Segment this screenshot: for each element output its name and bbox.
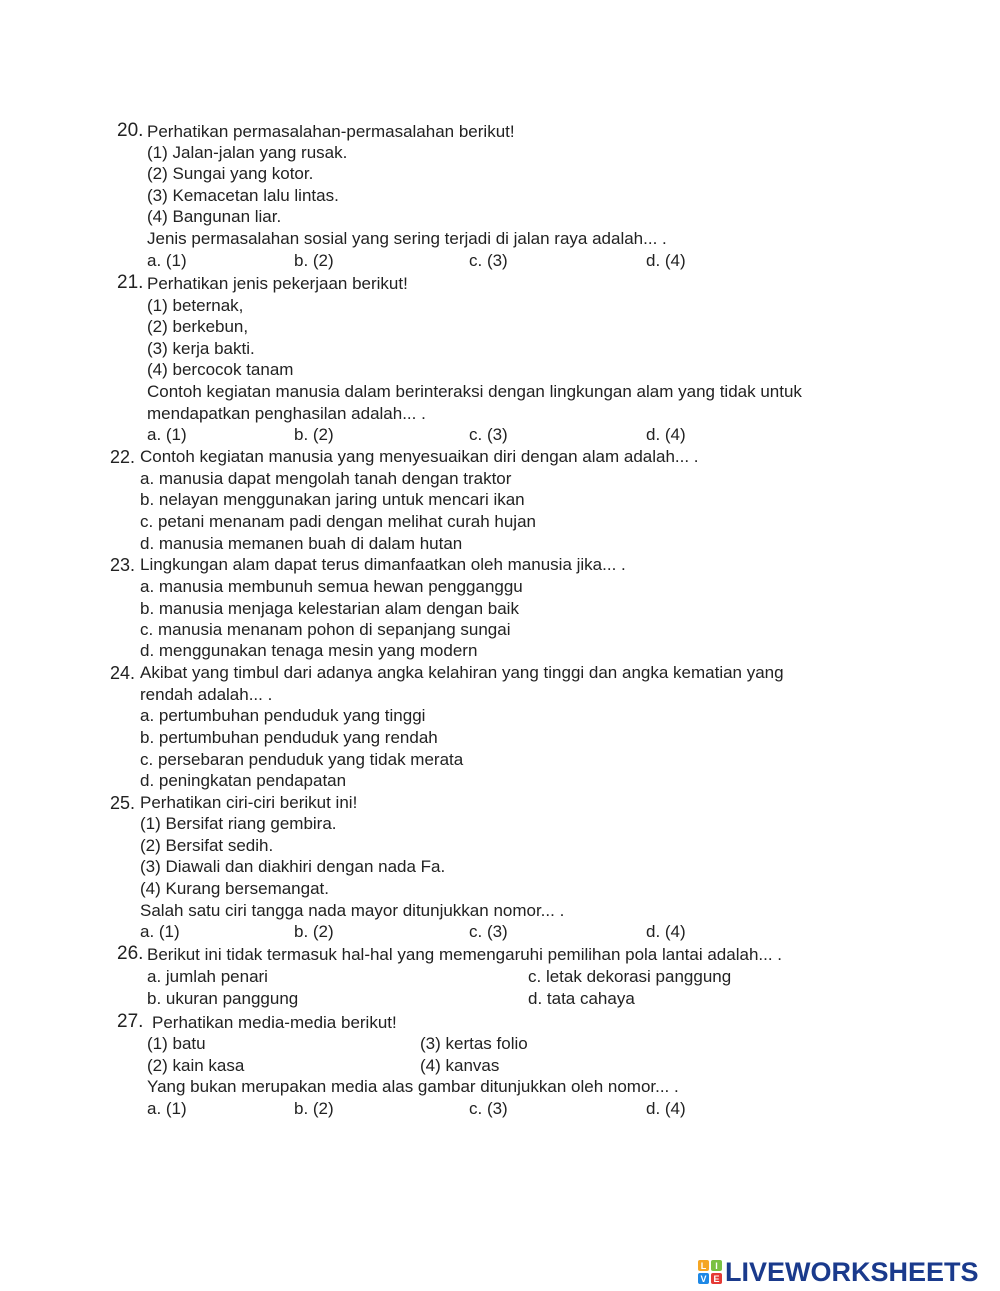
option-c: c. (3) (469, 922, 508, 941)
logo-tile: V (698, 1273, 709, 1284)
logo-text: LIVEWORKSHEETS (725, 1256, 979, 1287)
liveworksheets-logo (698, 1257, 979, 1287)
option-a: a. manusia membunuh semua hewan pengganggu (140, 577, 523, 596)
option-d: d. (4) (646, 1099, 686, 1118)
option-c: c. (3) (469, 251, 508, 270)
option-b: b. nelayan menggunakan jaring untuk mencari ikan (140, 490, 525, 509)
question-number: 20. (117, 120, 144, 141)
list-item: (2) Sungai yang kotor. (147, 164, 314, 183)
option-d: d. manusia memanen buah di dalam hutan (140, 534, 463, 553)
option-d: d. peningkatan pendapatan (140, 771, 347, 790)
question-number: 25. (110, 793, 136, 813)
option-a: a. manusia dapat mengolah tanah dengan traktor (140, 469, 512, 488)
list-item: (4) kanvas (420, 1056, 500, 1075)
logo-tile: L (698, 1260, 709, 1271)
list-item: (3) Diawali dan diakhiri dengan nada Fa. (140, 857, 446, 876)
list-item: (2) kain kasa (147, 1056, 245, 1075)
list-item: (4) bercocok tanam (147, 360, 294, 379)
question-stem: Perhatikan media-media berikut! (152, 1013, 397, 1032)
question-stem: Lingkungan alam dapat terus dimanfaatkan oleh manusia jika... . (140, 555, 626, 574)
option-c: c. persebaran penduduk yang tidak merata (140, 750, 464, 769)
logo-tile: I (711, 1260, 722, 1271)
list-item: (3) kerja bakti. (147, 339, 255, 358)
list-item: (1) batu (147, 1034, 206, 1053)
question-stem: Berikut ini tidak termasuk hal-hal yang memengaruhi pemilihan pola lantai adalah... . (147, 945, 783, 964)
question-stem: Perhatikan permasalahan-permasalahan berikut! (147, 122, 515, 141)
question-stem: Akibat yang timbul dari adanya angka kelahiran yang tinggi dan angka kematian yang (140, 663, 784, 682)
list-item: (1) beternak, (147, 296, 244, 315)
list-item: (4) Kurang bersemangat. (140, 879, 329, 898)
list-item: (1) Jalan-jalan yang rusak. (147, 143, 348, 162)
question-prompt: mendapatkan penghasilan adalah... . (147, 404, 426, 423)
option-b: b. (2) (294, 425, 334, 444)
question-number: 22. (110, 447, 136, 467)
question-stem: Contoh kegiatan manusia yang menyesuaikan diri dengan alam adalah... . (140, 447, 699, 466)
question-number: 24. (110, 663, 136, 683)
question-number: 27. (117, 1011, 144, 1032)
question-prompt: Salah satu ciri tangga nada mayor ditunjukkan nomor... . (140, 901, 565, 920)
question-number: 26. (117, 943, 144, 964)
logo-mark-icon (698, 1260, 722, 1284)
option-a: a. (1) (147, 1099, 187, 1118)
option-b: b. pertumbuhan penduduk yang rendah (140, 728, 438, 747)
option-a: a. (1) (147, 425, 187, 444)
option-b: b. manusia menjaga kelestarian alam dengan baik (140, 599, 519, 618)
option-a: a. pertumbuhan penduduk yang tinggi (140, 706, 426, 725)
list-item: (3) Kemacetan lalu lintas. (147, 186, 339, 205)
option-b: b. (2) (294, 1099, 334, 1118)
logo-tile: E (711, 1273, 722, 1284)
option-c: c. manusia menanam pohon di sepanjang sungai (140, 620, 511, 639)
option-d: d. (4) (646, 251, 686, 270)
option-c: c. petani menanam padi dengan melihat curah hujan (140, 512, 536, 531)
option-c: c. (3) (469, 425, 508, 444)
question-stem: Perhatikan ciri-ciri berikut ini! (140, 793, 358, 812)
list-item: (2) berkebun, (147, 317, 249, 336)
question-prompt: Jenis permasalahan sosial yang sering terjadi di jalan raya adalah... . (147, 229, 667, 248)
option-d: d. (4) (646, 425, 686, 444)
option-a: a. (1) (140, 922, 180, 941)
option-b: b. ukuran panggung (147, 989, 299, 1008)
question-stem: rendah adalah... . (140, 685, 273, 704)
option-a: a. jumlah penari (147, 967, 268, 986)
list-item: (2) Bersifat sedih. (140, 836, 274, 855)
question-number: 21. (117, 272, 144, 293)
list-item: (4) Bangunan liar. (147, 207, 282, 226)
list-item: (3) kertas folio (420, 1034, 528, 1053)
option-b: b. (2) (294, 922, 334, 941)
option-c: c. letak dekorasi panggung (528, 967, 732, 986)
question-prompt: Contoh kegiatan manusia dalam berinteraksi dengan lingkungan alam yang tidak untuk (147, 382, 802, 401)
option-d: d. tata cahaya (528, 989, 635, 1008)
option-d: d. (4) (646, 922, 686, 941)
question-number: 23. (110, 555, 136, 575)
option-d: d. menggunakan tenaga mesin yang modern (140, 641, 478, 660)
list-item: (1) Bersifat riang gembira. (140, 814, 337, 833)
option-c: c. (3) (469, 1099, 508, 1118)
option-a: a. (1) (147, 251, 187, 270)
question-stem: Perhatikan jenis pekerjaan berikut! (147, 274, 408, 293)
question-prompt: Yang bukan merupakan media alas gambar ditunjukkan oleh nomor... . (147, 1077, 679, 1096)
option-b: b. (2) (294, 251, 334, 270)
